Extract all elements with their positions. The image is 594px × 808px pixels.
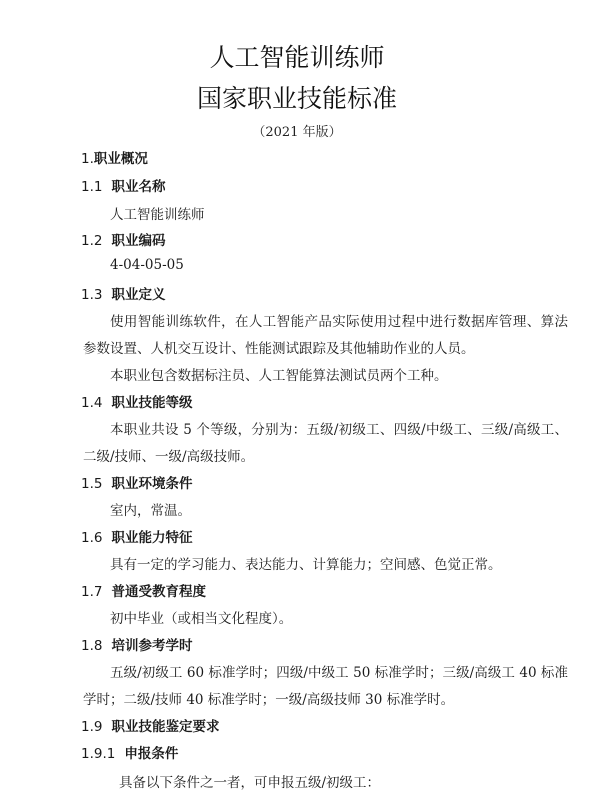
application-conditions-intro: 具备以下条件之一者，可申报五级/初级工： <box>119 775 381 791</box>
occupation-name: 人工智能训练师 <box>110 207 205 223</box>
section-number: 1.1 <box>81 179 103 195</box>
section-heading-1-8 <box>81 634 192 654</box>
section-heading-1-9-1 <box>81 742 178 762</box>
section-title: 职业环境条件 <box>111 476 193 492</box>
section-title: 职业能力特征 <box>111 530 193 546</box>
section-number: 1.9.1 <box>81 746 116 762</box>
section-heading-1-9 <box>81 715 219 735</box>
training-hours-line-1: 五级/初级工 60 标准学时；四级/中级工 50 标准学时；三级/高级工 40 标准 <box>110 665 568 681</box>
section-heading-1-1 <box>81 175 165 195</box>
section-heading-1-4 <box>81 391 192 411</box>
section-heading-1 <box>81 147 148 167</box>
definition-line-3: 本职业包含数据标注员、人工智能算法测试员两个工种。 <box>110 368 448 384</box>
section-title: 职业名称 <box>111 179 166 195</box>
section-title: 职业技能等级 <box>111 395 193 411</box>
edition-label: （2021 年版） <box>252 125 342 140</box>
ability-characteristics: 具有一定的学习能力、表达能力、计算能力；空间感、色觉正常。 <box>110 557 502 573</box>
section-number: 1.8 <box>81 638 103 654</box>
section-heading-1-5 <box>81 472 192 492</box>
section-title: 职业定义 <box>111 287 166 303</box>
section-heading-1-6 <box>81 526 192 546</box>
section-number: 1.7 <box>81 584 103 600</box>
definition-line-2: 参数设置、人机交互设计、性能测试跟踪及其他辅助作业的人员。 <box>83 341 475 357</box>
section-number: 1.4 <box>81 395 103 411</box>
section-title: 申报条件 <box>124 746 179 762</box>
section-title: 培训参考学时 <box>111 638 193 654</box>
section-number: 1.2 <box>81 233 103 249</box>
section-heading-1-2 <box>81 229 165 249</box>
section-number: 1.9 <box>81 719 103 735</box>
skill-levels-line-1: 本职业共设 5 个等级，分别为：五级/初级工、四级/中级工、三级/高级工、 <box>110 422 568 438</box>
section-number: 1.6 <box>81 530 103 546</box>
education-level: 初中毕业（或相当文化程度）。 <box>110 611 293 627</box>
section-title: 职业编码 <box>111 233 166 249</box>
occupation-code: 4-04-05-05 <box>110 257 184 273</box>
section-title: 职业技能鉴定要求 <box>111 719 220 735</box>
section-heading-1-3 <box>81 283 165 303</box>
skill-levels-line-2: 二级/技师、一级/高级技师。 <box>83 449 255 465</box>
section-heading-1-7 <box>81 580 206 600</box>
training-hours-line-2: 学时；二级/技师 40 标准学时；一级/高级技师 30 标准学时。 <box>83 692 455 708</box>
section-number: 1.3 <box>81 287 103 303</box>
section-title: 职业概况 <box>93 151 148 167</box>
section-number: 1.5 <box>81 476 103 492</box>
environment-conditions: 室内，常温。 <box>110 503 191 519</box>
document-subtitle: 国家职业技能标准 <box>196 84 397 113</box>
section-title: 普通受教育程度 <box>111 584 206 600</box>
document-title: 人工智能训练师 <box>209 43 385 72</box>
section-number: 1. <box>81 151 94 167</box>
definition-line-1: 使用智能训练软件，在人工智能产品实际使用过程中进行数据库管理、算法 <box>110 314 568 330</box>
